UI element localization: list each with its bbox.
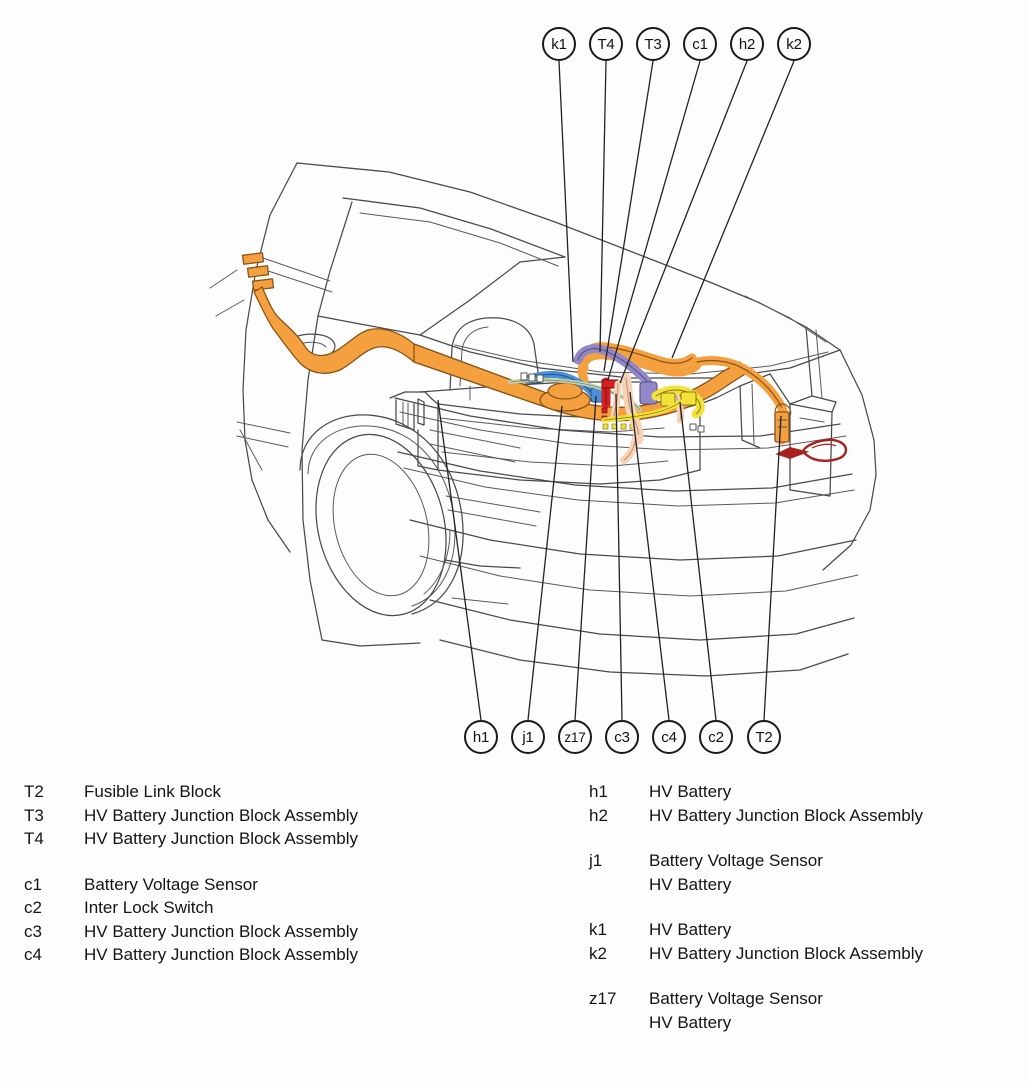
callout-k2[interactable] [777, 27, 811, 61]
callout-j1[interactable] [511, 720, 545, 754]
callout-label: h1 [472, 728, 490, 746]
callout-k1[interactable] [542, 27, 576, 61]
legend-row [589, 987, 1019, 1011]
legend-row [24, 780, 544, 804]
legend-key: c4 [24, 945, 42, 964]
callout-label: c1 [692, 35, 708, 53]
callout-T4[interactable] [589, 27, 623, 61]
legend-key: h2 [589, 805, 608, 825]
legend-column-right [589, 780, 1019, 1056]
callout-T2[interactable] [747, 720, 781, 754]
legend-desc: Battery Voltage Sensor [84, 874, 258, 894]
callout-label: k2 [786, 35, 802, 53]
legend-desc: HV Battery [649, 1012, 732, 1032]
legend-row [24, 804, 544, 828]
legend-desc: HV Battery [649, 920, 732, 939]
legend-key: c1 [24, 874, 42, 894]
legend-desc: HV Battery Junction Block Assembly [649, 805, 924, 825]
callout-c2[interactable] [699, 720, 733, 754]
callout-label: k1 [551, 35, 567, 53]
legend-key: h1 [589, 782, 608, 801]
leader-c4 [630, 392, 669, 720]
callout-label: z17 [564, 729, 586, 745]
callout-z17[interactable] [558, 720, 592, 754]
legend-desc: HV Battery Junction Block Assembly [84, 945, 359, 964]
leader-c1 [608, 61, 700, 380]
leader-k1 [559, 61, 573, 362]
callout-label: c2 [708, 728, 724, 746]
callout-c1[interactable] [683, 27, 717, 61]
legend-row [24, 873, 544, 897]
leader-k2 [672, 61, 794, 358]
callout-c4[interactable] [652, 720, 686, 754]
legend-key: k2 [589, 943, 607, 963]
callout-c3[interactable] [605, 720, 639, 754]
legend-row [589, 849, 1019, 873]
legend-group-z [589, 987, 1019, 1034]
legend-row [24, 827, 544, 851]
legend-desc: Battery Voltage Sensor [649, 851, 823, 870]
legend-desc: Battery Voltage Sensor [649, 989, 823, 1008]
legend-key: c3 [24, 921, 42, 941]
legend-key: j1 [589, 851, 603, 870]
leader-j1 [528, 406, 562, 720]
legend-row [24, 896, 544, 920]
legend-row [589, 942, 1019, 966]
legend-group-j [589, 849, 1019, 896]
legend-key: T4 [24, 829, 44, 848]
legend-row [589, 918, 1019, 942]
service-plug-handle [778, 440, 846, 461]
callout-h2[interactable] [730, 27, 764, 61]
legend-desc: HV Battery [649, 874, 732, 894]
legend [0, 780, 1029, 1080]
callout-label: c4 [661, 728, 677, 746]
callout-T3[interactable] [636, 27, 670, 61]
callout-label: h2 [738, 35, 756, 53]
legend-row [589, 1011, 1019, 1035]
leader-T2 [764, 416, 781, 720]
leader-T3 [604, 61, 653, 371]
leader-T4 [600, 61, 606, 352]
legend-desc: HV Battery Junction Block Assembly [84, 829, 359, 848]
legend-desc: HV Battery Junction Block Assembly [84, 805, 359, 825]
legend-desc: HV Battery Junction Block Assembly [84, 921, 359, 941]
legend-key: c2 [24, 898, 42, 917]
callout-h1[interactable] [464, 720, 498, 754]
harness-end-tabs [243, 253, 332, 292]
legend-row [24, 920, 544, 944]
legend-row [589, 804, 1019, 828]
legend-key: T3 [24, 805, 44, 825]
callout-label: c3 [614, 728, 630, 746]
legend-key: T2 [24, 782, 44, 801]
legend-group-c [24, 873, 544, 967]
legend-row [589, 873, 1019, 897]
legend-desc: Fusible Link Block [84, 782, 222, 801]
legend-desc: HV Battery [649, 782, 732, 801]
legend-group-h [589, 780, 1019, 827]
legend-row [24, 943, 544, 967]
callout-label: T4 [597, 35, 615, 53]
callout-label: T3 [644, 35, 662, 53]
legend-desc: Inter Lock Switch [84, 898, 214, 917]
legend-group-T [24, 780, 544, 851]
legend-key: z17 [589, 989, 617, 1008]
legend-row [589, 780, 1019, 804]
callout-label: j1 [522, 728, 534, 746]
legend-column-left [24, 780, 544, 989]
callout-label: T2 [755, 728, 773, 746]
legend-key: k1 [589, 920, 607, 939]
legend-group-k [589, 918, 1019, 965]
legend-desc: HV Battery Junction Block Assembly [649, 943, 924, 963]
